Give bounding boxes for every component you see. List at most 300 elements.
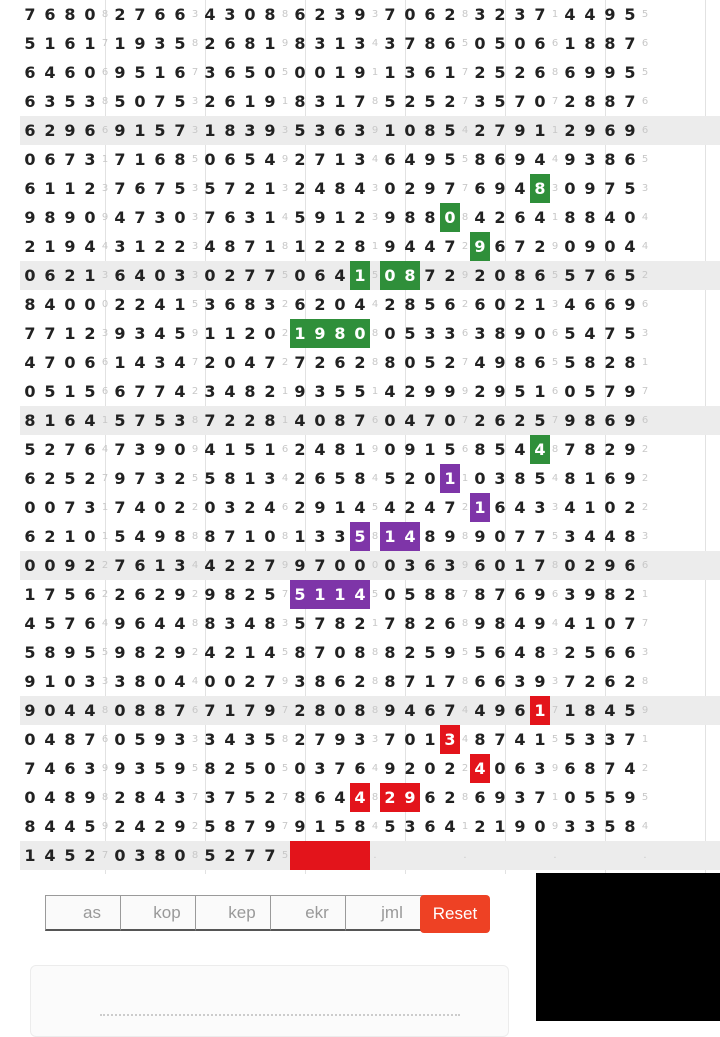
grid-cell: 1	[84, 34, 96, 53]
grid-cell: 4	[604, 208, 616, 227]
grid-cell: 0	[494, 556, 506, 575]
grid-cell: 3	[514, 672, 526, 691]
grid-separator-digit: 5	[191, 763, 199, 774]
grid-cell: 7	[24, 324, 36, 343]
highlighted-cell: 2	[380, 783, 400, 812]
grid-cell: 8	[514, 469, 526, 488]
grid-cell: 9	[534, 614, 546, 633]
grid-cell: 5	[154, 411, 166, 430]
grid-separator-digit: 4	[641, 212, 649, 223]
grid-separator-digit: 1	[551, 212, 559, 223]
grid-row	[20, 638, 720, 667]
grid-cell: 9	[624, 440, 636, 459]
grid-cell: 1	[44, 237, 56, 256]
grid-cell: 7	[44, 585, 56, 604]
grid-separator-digit: 8	[281, 241, 289, 252]
grid-cell: 0	[534, 324, 546, 343]
grid-separator-digit: 4	[101, 618, 109, 629]
grid-cell: 4	[314, 179, 326, 198]
grid-cell: 1	[334, 208, 346, 227]
grid-cell: 8	[294, 92, 306, 111]
grid-separator-digit: 2	[641, 270, 649, 281]
grid-cell: 4	[444, 817, 456, 836]
grid-cell: 0	[604, 614, 616, 633]
grid-separator-digit: 2	[191, 589, 199, 600]
grid-cell: 8	[134, 643, 146, 662]
grid-separator-digit: 4	[461, 705, 469, 716]
grid-separator-digit: 1	[281, 96, 289, 107]
grid-cell: 6	[624, 643, 636, 662]
grid-cell: 4	[584, 324, 596, 343]
grid-cell: 5	[444, 440, 456, 459]
grid-cell: 9	[334, 730, 346, 749]
grid-cell: 6	[24, 121, 36, 140]
grid-cell: 8	[404, 208, 416, 227]
grid-cell: 4	[24, 614, 36, 633]
grid-separator-digit: 2	[281, 328, 289, 339]
grid-cell: 1	[24, 846, 36, 865]
grid-cell: 2	[444, 759, 456, 778]
grid-separator-digit: 4	[371, 821, 379, 832]
grid-cell: 2	[624, 585, 636, 604]
grid-cell: 2	[584, 556, 596, 575]
grid-cell: 1	[384, 121, 396, 140]
grid-cell: 4	[264, 643, 276, 662]
grid-cell: 5	[244, 788, 256, 807]
grid-cell: 7	[494, 585, 506, 604]
grid-cell: 2	[354, 353, 366, 372]
grid-cell: 0	[154, 672, 166, 691]
grid-separator-digit: 5	[551, 734, 559, 745]
grid-cell: 2	[514, 411, 526, 430]
grid-cell	[400, 841, 420, 870]
grid-cell: 4	[84, 701, 96, 720]
grid-cell: 0	[24, 266, 36, 285]
grid-cell: 7	[244, 701, 256, 720]
grid-cell: 6	[474, 179, 486, 198]
grid-separator-digit: 4	[281, 473, 289, 484]
grid-cell: 7	[134, 5, 146, 24]
grid-separator-digit: 9	[281, 676, 289, 687]
grid-cell: 5	[334, 469, 346, 488]
grid-cell: 0	[264, 759, 276, 778]
grid-cell: 6	[494, 411, 506, 430]
grid-cell: 4	[44, 788, 56, 807]
grid-cell: 5	[84, 643, 96, 662]
grid-cell: 7	[204, 701, 216, 720]
grid-cell: 2	[224, 411, 236, 430]
grid-cell: 5	[154, 121, 166, 140]
grid-cell: 2	[264, 788, 276, 807]
grid-cell: 0	[24, 730, 36, 749]
grid-cell: 3	[264, 469, 276, 488]
grid-cell: 0	[204, 266, 216, 285]
grid-cell: 1	[534, 730, 546, 749]
grid-separator-digit: 8	[101, 792, 109, 803]
grid-cell: 9	[534, 585, 546, 604]
grid-cell: 8	[224, 817, 236, 836]
grid-cell: 6	[84, 353, 96, 372]
grid-separator-digit: 4	[461, 734, 469, 745]
grid-cell: 4	[264, 498, 276, 517]
grid-separator-digit: 3	[641, 183, 649, 194]
grid-cell: 5	[84, 817, 96, 836]
grid-cell: 4	[44, 295, 56, 314]
grid-cell: 2	[564, 121, 576, 140]
grid-cell: 3	[564, 585, 576, 604]
grid-cell: 5	[534, 411, 546, 430]
grid-cell: 0	[294, 759, 306, 778]
grid-cell: 6	[444, 295, 456, 314]
grid-cell: 9	[584, 63, 596, 82]
grid-cell: 8	[624, 817, 636, 836]
grid-separator-digit: 6	[641, 560, 649, 571]
highlighted-cell	[310, 841, 330, 870]
ekr-button[interactable]: ekr	[270, 895, 365, 931]
grid-cell: 0	[84, 208, 96, 227]
grid-cell: 3	[584, 730, 596, 749]
grid-cell: 7	[204, 208, 216, 227]
grid-separator-digit: 3	[191, 125, 199, 136]
grid-separator-digit: 7	[461, 67, 469, 78]
grid-cell: 0	[474, 469, 486, 488]
grid-cell: 8	[584, 208, 596, 227]
grid-cell: 6	[64, 411, 76, 430]
grid-cell: 6	[604, 643, 616, 662]
grid-cell: 9	[84, 788, 96, 807]
grid-separator-digit: 9	[101, 763, 109, 774]
grid-separator-digit: 3	[551, 647, 559, 658]
grid-cell: 1	[154, 63, 166, 82]
grid-cell: 6	[624, 150, 636, 169]
grid-cell: 7	[444, 672, 456, 691]
grid-separator-digit: 7	[551, 705, 559, 716]
grid-cell: 4	[134, 817, 146, 836]
grid-cell: 5	[64, 92, 76, 111]
grid-separator-digit: 8	[101, 705, 109, 716]
grid-cell: 0	[404, 353, 416, 372]
grid-separator-digit: 8	[191, 850, 199, 861]
grid-cell: 4	[24, 353, 36, 372]
grid-cell: 8	[244, 34, 256, 53]
grid-cell: 5	[204, 179, 216, 198]
dark-panel	[536, 873, 720, 1021]
grid-cell: 5	[384, 92, 396, 111]
grid-cell: 4	[584, 5, 596, 24]
grid-row	[20, 493, 720, 522]
grid-cell: 0	[84, 5, 96, 24]
grid-cell: 4	[334, 788, 346, 807]
grid-separator-digit: 8	[101, 9, 109, 20]
grid-cell: 8	[444, 585, 456, 604]
grid-cell: 2	[404, 382, 416, 401]
grid-cell: 1	[494, 817, 506, 836]
grid-cell: 0	[384, 440, 396, 459]
grid-separator-digit: 3	[641, 647, 649, 658]
grid-separator-digit: 2	[641, 763, 649, 774]
grid-cell: 6	[494, 672, 506, 691]
grid-cell: 4	[64, 701, 76, 720]
grid-cell: 6	[314, 266, 326, 285]
grid-cell: 0	[114, 846, 126, 865]
grid-separator-digit: 6	[101, 67, 109, 78]
grid-cell: 7	[514, 92, 526, 111]
grid-cell: 8	[154, 846, 166, 865]
highlighted-cell: 1	[530, 696, 550, 725]
grid-cell: 5	[244, 150, 256, 169]
grid-cell: 3	[564, 527, 576, 546]
grid-cell: 2	[474, 63, 486, 82]
grid-cell: 9	[494, 788, 506, 807]
grid-cell: 1	[44, 672, 56, 691]
kop-button[interactable]: kop	[120, 895, 215, 931]
grid-cell: 4	[84, 237, 96, 256]
grid-separator-digit: 8	[461, 676, 469, 687]
grid-cell: 9	[384, 701, 396, 720]
grid-cell	[470, 841, 490, 870]
grid-cell: 8	[474, 440, 486, 459]
reset-button[interactable]: Reset	[420, 895, 490, 933]
grid-cell: 2	[174, 237, 186, 256]
grid-cell: 4	[204, 643, 216, 662]
grid-cell: 4	[534, 150, 546, 169]
grid-separator-digit: 7	[461, 589, 469, 600]
grid-cell: 1	[444, 63, 456, 82]
grid-separator-digit: 6	[461, 444, 469, 455]
grid-cell: 3	[494, 469, 506, 488]
grid-cell: 6	[474, 295, 486, 314]
highlighted-cell	[350, 841, 370, 870]
grid-separator-digit: 1	[641, 357, 649, 368]
grid-cell: 8	[314, 701, 326, 720]
grid-separator-digit: 1	[641, 734, 649, 745]
grid-cell: 8	[224, 121, 236, 140]
grid-cell: 5	[444, 121, 456, 140]
grid-cell: 0	[84, 63, 96, 82]
grid-cell: 5	[404, 585, 416, 604]
grid-cell: 1	[224, 701, 236, 720]
grid-cell: 1	[134, 121, 146, 140]
grid-separator-digit: 0	[101, 299, 109, 310]
grid-row	[20, 174, 720, 203]
grid-separator-digit: 4	[551, 154, 559, 165]
grid-cell: 9	[264, 701, 276, 720]
grid-cell: 8	[44, 208, 56, 227]
grid-cell: 0	[64, 295, 76, 314]
highlighted-cell: 9	[400, 783, 420, 812]
highlighted-cell: 4	[530, 435, 550, 464]
grid-cell: 7	[534, 788, 546, 807]
grid-cell: 0	[564, 382, 576, 401]
grid-cell: 7	[314, 556, 326, 575]
grid-cell: 6	[424, 817, 436, 836]
grid-cell: 4	[134, 353, 146, 372]
grid-cell: 6	[84, 121, 96, 140]
grid-cell: 3	[354, 34, 366, 53]
grid-cell: 3	[224, 498, 236, 517]
grid-cell: 2	[294, 150, 306, 169]
grid-cell: 6	[44, 266, 56, 285]
grid-cell: 2	[294, 469, 306, 488]
grid-separator-digit: 1	[281, 415, 289, 426]
grid-cell: 6	[534, 34, 546, 53]
highlighted-cell: 8	[530, 174, 550, 203]
grid-cell: 8	[584, 701, 596, 720]
grid-cell: 7	[244, 266, 256, 285]
grid-separator-digit: 5	[191, 154, 199, 165]
grid-cell: 5	[424, 295, 436, 314]
grid-separator-digit: 4	[371, 473, 379, 484]
grid-cell: 9	[624, 469, 636, 488]
grid-cell: 9	[624, 121, 636, 140]
grid-cell: 8	[64, 730, 76, 749]
grid-cell: 8	[584, 34, 596, 53]
highlighted-cell: 0	[440, 203, 460, 232]
grid-cell: 5	[294, 121, 306, 140]
grid-separator-digit: 9	[371, 125, 379, 136]
grid-cell: 0	[154, 266, 166, 285]
grid-cell: 2	[444, 5, 456, 24]
grid-cell: 5	[494, 440, 506, 459]
highlighted-cell: 4	[350, 783, 370, 812]
grid-cell: 2	[444, 788, 456, 807]
grid-cell: 7	[314, 614, 326, 633]
grid-cell: 8	[474, 585, 486, 604]
grid-cell: 1	[564, 34, 576, 53]
grid-cell: 9	[204, 585, 216, 604]
grid-separator-digit: 2	[191, 821, 199, 832]
grid-cell: 1	[424, 672, 436, 691]
grid-cell: 9	[384, 208, 396, 227]
grid-separator-digit: 7	[551, 96, 559, 107]
grid-cell: 7	[154, 179, 166, 198]
grid-separator-digit: 6	[371, 415, 379, 426]
grid-cell: 5	[494, 63, 506, 82]
grid-cell: 4	[514, 498, 526, 517]
grid-cell: 2	[224, 759, 236, 778]
grid-cell: 8	[514, 353, 526, 372]
grid-cell: 4	[154, 324, 166, 343]
grid-cell: 5	[244, 759, 256, 778]
grid-cell: 4	[44, 759, 56, 778]
grid-separator-digit: 9	[371, 444, 379, 455]
grid-cell: 1	[64, 324, 76, 343]
grid-cell: 4	[84, 411, 96, 430]
grid-separator-digit: 8	[101, 96, 109, 107]
grid-separator-digit: 5	[281, 763, 289, 774]
grid-cell: 4	[424, 498, 436, 517]
grid-row	[20, 58, 720, 87]
grid-row	[20, 348, 720, 377]
grid-cell: 0	[404, 5, 416, 24]
grid-cell: 6	[494, 237, 506, 256]
grid-cell: 7	[564, 672, 576, 691]
grid-cell: 7	[114, 556, 126, 575]
grid-separator-digit: 9	[551, 763, 559, 774]
grid-separator-digit: 8	[191, 415, 199, 426]
grid-separator-digit: 5	[101, 647, 109, 658]
grid-cell: 5	[564, 324, 576, 343]
grid-row	[20, 145, 720, 174]
grid-cell: 1	[44, 179, 56, 198]
grid-cell: 3	[584, 817, 596, 836]
grid-cell: 5	[174, 92, 186, 111]
grid-cell: 4	[174, 672, 186, 691]
grid-separator-digit: 8	[551, 444, 559, 455]
grid-cell: 7	[604, 382, 616, 401]
grid-separator-digit: 8	[461, 792, 469, 803]
grid-separator-digit: 7	[191, 792, 199, 803]
grid-cell	[530, 841, 550, 870]
grid-cell: 4	[514, 440, 526, 459]
grid-cell: 9	[584, 121, 596, 140]
grid-separator-digit: 7	[101, 473, 109, 484]
grid-cell: 2	[244, 556, 256, 575]
grid-cell: 8	[64, 5, 76, 24]
grid-separator-digit: 2	[191, 386, 199, 397]
grid-cell: 4	[174, 382, 186, 401]
grid-cell: 0	[174, 846, 186, 865]
grid-cell: 2	[334, 237, 346, 256]
grid-cell: 9	[294, 817, 306, 836]
grid-cell: 3	[204, 63, 216, 82]
grid-cell: 2	[474, 121, 486, 140]
grid-cell: 4	[404, 411, 416, 430]
highlighted-cell: 4	[350, 580, 370, 609]
grid-cell: 7	[534, 527, 546, 546]
grid-cell: 9	[114, 614, 126, 633]
grid-cell: 9	[154, 440, 166, 459]
grid-cell: 7	[624, 730, 636, 749]
grid-cell: 1	[294, 237, 306, 256]
grid-cell: 6	[134, 614, 146, 633]
grid-cell: 3	[114, 237, 126, 256]
jml-button[interactable]: jml	[345, 895, 440, 931]
grid-separator-digit: 9	[551, 241, 559, 252]
grid-cell: 7	[604, 324, 616, 343]
grid-cell: 5	[44, 382, 56, 401]
grid-cell: 7	[134, 469, 146, 488]
grid-separator-digit: 1	[461, 821, 469, 832]
grid-separator-digit: 9	[281, 38, 289, 49]
grid-row	[20, 29, 720, 58]
grid-cell: 9	[564, 411, 576, 430]
grid-separator-digit: 8	[191, 38, 199, 49]
grid-separator-digit: 3	[191, 270, 199, 281]
grid-cell: 8	[44, 643, 56, 662]
grid-separator-digit: 7	[191, 357, 199, 368]
kep-button[interactable]: kep	[195, 895, 290, 931]
grid-cell: 4	[224, 730, 236, 749]
grid-cell: 0	[314, 411, 326, 430]
grid-cell: 6	[474, 788, 486, 807]
grid-separator-digit: 5	[641, 792, 649, 803]
grid-cell: 3	[424, 324, 436, 343]
grid-cell: 0	[84, 527, 96, 546]
grid-separator-digit: 4	[641, 821, 649, 832]
grid-cell: 2	[314, 237, 326, 256]
grid-separator-digit: 5	[191, 473, 199, 484]
grid-cell: 5	[424, 353, 436, 372]
grid-cell: 6	[564, 63, 576, 82]
grid-cell: 6	[134, 556, 146, 575]
as-button[interactable]: as	[45, 895, 140, 931]
grid-separator-digit: 1	[371, 618, 379, 629]
grid-separator-digit: 3	[191, 212, 199, 223]
grid-separator-digit: 9	[101, 212, 109, 223]
grid-cell: 2	[514, 63, 526, 82]
grid-separator-digit: 5	[641, 67, 649, 78]
